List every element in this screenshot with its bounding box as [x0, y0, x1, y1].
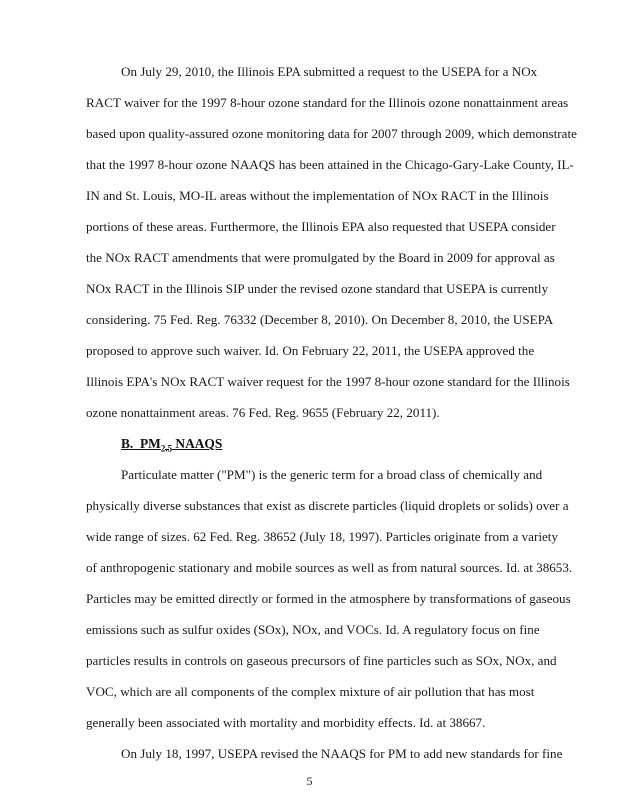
text-line: proposed to approve such waiver. Id. On February 22, 2011, the USEPA approved the [86, 343, 535, 358]
text-line: physically diverse substances that exist as discrete particles (liquid droplets or solids) over a [86, 498, 569, 513]
text-line: RACT waiver for the 1997 8-hour ozone standard for the Illinois ozone nonattainment areas [86, 95, 569, 110]
section-heading [121, 436, 222, 457]
section-title-end: NAAQS [172, 436, 223, 451]
text-line: NOx RACT in the Illinois SIP under the revised ozone standard that USEPA is currently [86, 281, 549, 296]
text-line: Illinois EPA's NOx RACT waiver request for the 1997 8-hour ozone standard for the Illinois [86, 374, 570, 389]
text-line: portions of these areas. Furthermore, the Illinois EPA also requested that USEPA consider [86, 219, 556, 234]
text-line: based upon quality-assured ozone monitoring data for 2007 through 2009, which demonstrate [86, 126, 577, 141]
page-number: 5 [306, 774, 313, 788]
section-title-subscript: 2.5 [160, 443, 173, 454]
text-line: On July 29, 2010, the Illinois EPA submitted a request to the USEPA for a NOx [121, 64, 538, 79]
text-line: that the 1997 8-hour ozone NAAQS has been attained in the Chicago-Gary-Lake County, IL- [86, 157, 574, 172]
section-title-main: PM [139, 436, 161, 451]
text-line: IN and St. Louis, MO-IL areas without the implementation of NOx RACT in the Illinois [86, 188, 549, 203]
text-line: ozone nonattainment areas. 76 Fed. Reg. 9655 (February 22, 2011). [86, 405, 440, 420]
section-letter: B. [121, 436, 134, 451]
text-line: emissions such as sulfur oxides (SOx), NOx, and VOCs. Id. A regulatory focus on fine [86, 622, 540, 637]
text-line: VOC, which are all components of the complex mixture of air pollution that has most [86, 684, 535, 699]
text-line: Particulate matter ("PM") is the generic term for a broad class of chemically and [121, 467, 543, 482]
text-line: considering. 75 Fed. Reg. 76332 (December 8, 2010). On December 8, 2010, the USEPA [86, 312, 554, 327]
text-line: wide range of sizes. 62 Fed. Reg. 38652 (July 18, 1997). Particles originate from a variety [86, 529, 558, 544]
text-line: Particles may be emitted directly or formed in the atmosphere by transformations of gaseous [86, 591, 571, 606]
text-line: On July 18, 1997, USEPA revised the NAAQS for PM to add new standards for fine [121, 746, 563, 761]
text-line: generally been associated with mortality and morbidity effects. Id. at 38667. [86, 715, 486, 730]
text-line: particles results in controls on gaseous precursors of fine particles such as SOx, NOx, and [86, 653, 557, 668]
text-line: of anthropogenic stationary and mobile sources as well as from natural sources. Id. at 38653. [86, 560, 573, 575]
text-line: the NOx RACT amendments that were promulgated by the Board in 2009 for approval as [86, 250, 555, 265]
